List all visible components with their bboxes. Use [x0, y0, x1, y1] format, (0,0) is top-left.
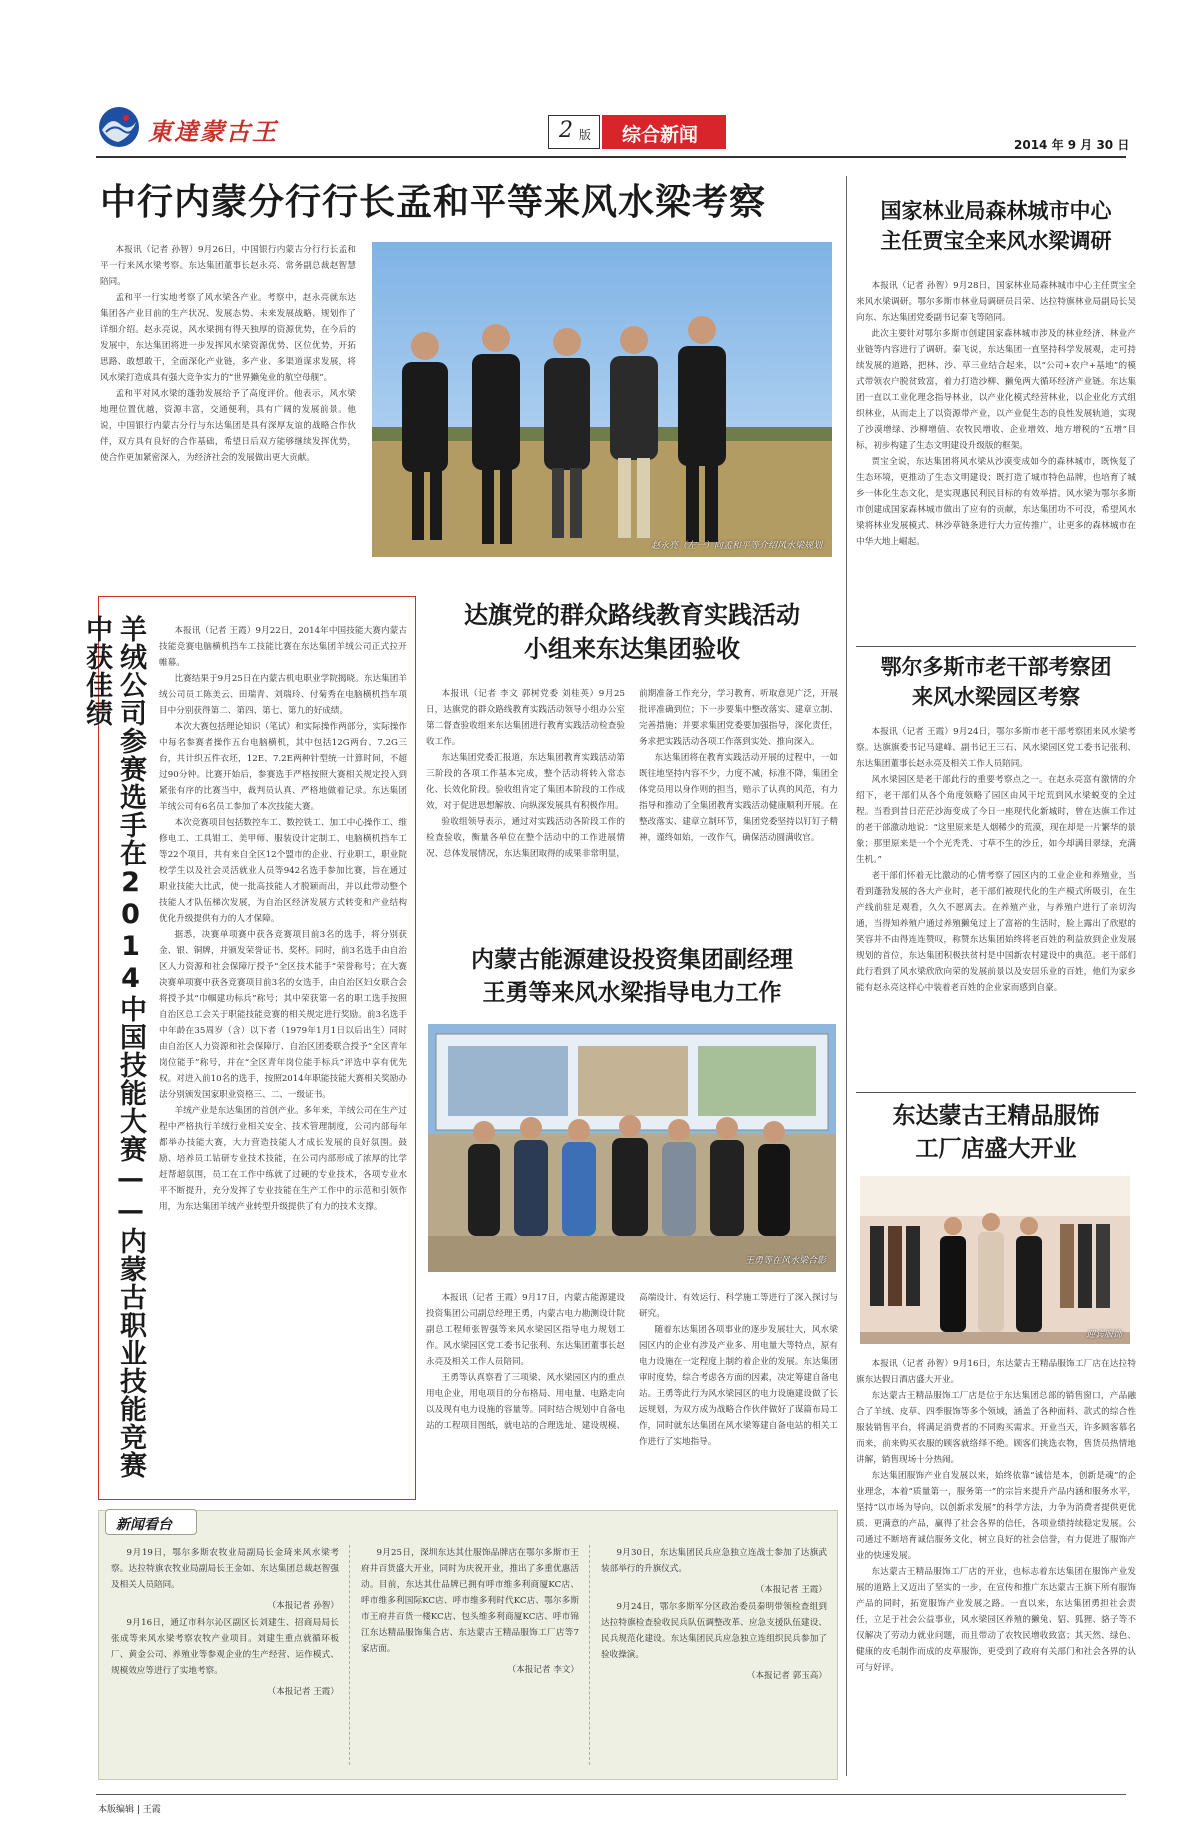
logo-emblem-icon	[96, 104, 142, 150]
a7-paragraph: 东达蒙古王精品服饰工厂店的开业，也标志着东达集团在服饰产业发展的道路上又迈出了坚实的一步，在宣传和推广东达蒙古王旗下所有服饰产品的同时，拓宽服饰产业发展之路。一直以来，东达集团勇担社会责任，立足于社会公益事业，风水梁园区养殖的獭兔、貂、狐狸、貉子等不仅解决了劳动力就业问题，而且带动了农牧民增收致富；其天然、绿色、健康的皮毛制作而成的皮草服饰，更受到了政府有关部门和社会各界的认可与好评。	[856, 1567, 1136, 1673]
a3-headline: 羊绒公司参赛选手在2014中国技能大赛——内蒙古职业技能竞赛中获佳绩	[81, 615, 146, 1479]
a3-paragraph: 本次竞赛项目包括数控车工、数控铣工、加工中心操作工、维修电工、工具钳工、美甲师、服装设计定制工、电脑横机挡车工等22个项目，共有来自全区12个盟市的企业、行业职工，职业院校学生以及社会灵活就业人员等942名选手参加比赛，旨在通过职业技能大比武，使一批高技能人才脱颖而出，并以此带动整个技能人才队伍梯次发展，为自治区经济发展方式转变和产业结构优化升级提供有力的人才保障。	[159, 818, 407, 924]
a2-body	[856, 278, 1136, 640]
a6-headline	[426, 944, 838, 1010]
a1-paragraph: 本报讯（记者 孙智）9月26日，中国银行内蒙古分行行长孟和平一行来风水梁考察。东达集团董事长赵永亮、常务副总裁赵智慧陪同。	[100, 245, 356, 287]
news-item	[111, 1615, 339, 1697]
a7-photo-caption: 迎宾服饰	[1085, 1330, 1122, 1340]
a6-body	[426, 1290, 838, 1498]
a1-photo-image	[372, 242, 832, 557]
footer-rule	[96, 1794, 1126, 1795]
a4-headline-line2: 小组来东达集团验收	[524, 635, 740, 663]
a4-paragraph: 东达集团将在教育实践活动开展的过程中，一如既往地坚持内容不少，力度不减，标准不降，集团全体党员用以身作则的担当，赔示了认真的风范，有力指导和推动了全集团教育实践活动健康顺利开展。在整改落实、建章立制环节，集团党委坚持以钉钉子精神，谨终如始，一改作气，确保活动圆满收官。	[639, 753, 838, 843]
a2-headline	[856, 196, 1136, 256]
a7-photo	[860, 1176, 1130, 1344]
a5-headline-line2: 来风水梁园区考察	[912, 685, 1080, 709]
logo	[96, 104, 286, 150]
column-divider	[846, 176, 847, 1776]
a1-photo	[372, 242, 832, 557]
page-number-box	[548, 115, 600, 149]
news-column	[111, 1545, 339, 1773]
news-column	[601, 1545, 827, 1773]
a6-paragraph: 王勇等认真察看了三项梁、风水梁园区内的重点用电企业，用电项目的分布格局、用电量、电路走向以及现有电力设施的容量等。同时结合规划中自备电站的工程项目图纸，就电站的合理选址、建设规模、高端设计、有效运行、科学施工等进行了深入探讨与研究。	[426, 1293, 838, 1431]
a5-paragraph: 风水梁园区是老干部此行的重要考察点之一。在赵永亮富有激情的介绍下，老干部们从各个角度领略了园区由风干坨荒到风水梁蜕变的全过程。当看到昔日茫茫沙海变成了今日一座现代化新城时，曾在达旗工作过的老干部激动地说：“这里原来是人烟稀少的荒漠，现在却是一片繁华的景象；那里原来是一个个光秃秃、寸草不生的沙丘，如今却满目翠绿，充满生机。”	[856, 775, 1136, 865]
a2-paragraph: 本报讯（记者 孙智）9月28日，国家林业局森林城市中心主任贾宝全来风水梁调研。鄂尔多斯市林业局调研员吕荣、达拉特旗林业局副局长吴向东、东达集团党委副书记秦飞等陪同。	[856, 281, 1136, 323]
a7-photo-image	[860, 1176, 1130, 1344]
news-item	[601, 1599, 827, 1681]
news-item	[601, 1545, 827, 1595]
a3-paragraph: 羊绒产业是东达集团的首创产业。多年来，羊绒公司在生产过程中严格执行羊绒行业相关安全、技术管理制度，公司内部每年都举办技能大赛，大力营造技能人才成长发展的良好氛围。鼓励、培养员工钻研专业技术技能，在公司内部形成了浓厚的比学赶帮超氛围，员工在工作中练就了过硬的专业技术，各项专业水平不断提升，充分发挥了专业技能在生产工作中的示范和引领作用，为东达集团羊绒产业转型升级提供了有力的技术支撑。	[159, 1106, 407, 1212]
a3-paragraph: 据悉，决赛单项赛中获各竞赛项目前3名的选手，将分别获金、银、铜牌，并颁发荣誉证书、奖杯。同时，前3名选手由自治区人力资源和社会保障厅授予“全区技术能手”荣誉称号；在大赛决赛单项赛中获各竞赛项目前3名的女选手，由自治区妇女联合会将授予其“巾帼建功标兵”称号；其中荣获第一名的职工选手按照自治区总工会关于职能技能竞赛的相关规定进行奖励。前3名选手中年龄在35周岁（含）以下者（1979年1月1日以后出生）同时由自治区人力资源和社会保障厅、自治区团委联合授予“全区青年岗位能手”称号，并在“全区青年岗位能手标兵”评选中享有优先权。对进入前10名的选手，按照2014年职能技能大赛相关奖励办法分别颁发国家职业资格三、二、一级证书。	[159, 930, 407, 1100]
a4-paragraph: 本报讯（记者 李文 郭树党委 刘桂英）9月25日，达旗党的群众路线教育实践活动领导小组办公室第二督查验收组来东达集团进行教育实践活动检查验收工作。	[426, 689, 625, 747]
a5-paragraph: 本报讯（记者 王霞）9月24日，鄂尔多斯市老干部考察团来风水梁考察。达旗旗委书记马建峰、副书记王三石、风水梁园区党工委书记张利、东达集团董事长赵永亮及相关工作人员陪同。	[856, 727, 1136, 769]
news-item-text: 9月30日，东达集团民兵应急独立连战士参加了达旗武装部举行的升旗仪式。	[601, 1548, 827, 1574]
a3-paragraph: 本报讯（记者 王霞）9月22日，2014年中国技能大赛内蒙古技能竞赛电脑横机挡车工技能比赛在东达集团羊绒公司正式拉开帷幕。	[159, 626, 407, 668]
news-column-divider	[589, 1545, 590, 1765]
news-item	[111, 1545, 339, 1611]
news-item-text: 9月19日，鄂尔多斯农牧业局副局长金琦来风水梁考察。达拉特旗农牧业局副局长王金如、东达集团总裁赵智强及相关人员陪同。	[111, 1548, 339, 1590]
news-box	[98, 1510, 838, 1780]
a4-paragraph: 验收组领导表示，通过对实践活动各阶段工作的检查验收，衡量各单位在整个活动中的工作进展情况、总体发展情况，东达集团取得的成果非常明显，前期准备工作充分，学习教育、听取意见广泛，开展批评准确到位；下一步要集中整改落实、建章立制、完善措施；并要求集团党委要加强指导，深化责任，务求把实践活动各项工作落到实处、推向深入。	[426, 689, 838, 859]
footer-editor: 本版编辑 | 王霞	[98, 1805, 161, 1815]
news-box-title: 新闻看台	[116, 1517, 172, 1533]
a5-body	[856, 724, 1136, 1088]
issue-date: 2014 年 9 月 30 日	[1014, 138, 1130, 152]
a2-headline-line1: 国家林业局森林城市中心	[880, 199, 1112, 223]
a6-headline-line1: 内蒙古能源建设投资集团副经理	[471, 947, 793, 973]
a7-headline-line1: 东达蒙古王精品服饰	[892, 1103, 1100, 1129]
a1-headline: 中行内蒙分行行长孟和平等来风水梁考察	[100, 182, 767, 223]
a7-headline-line2: 工厂店盛大开业	[915, 1136, 1077, 1162]
news-item-text: 9月25日，深圳东达其仕服饰品牌店在鄂尔多斯市王府井百货盛大开业，同时为庆祝开业，推出了多重优惠活动。目前，东达其仕品牌已拥有呼市维多利商厦KC店、呼市维多利国际KC店、呼市维多利时代KC店、鄂尔多斯市王府井百货一楼KC店、包头维多利商厦KC店、呼市锦江东达精品服饰集合店、东达蒙古王精品服饰工厂店等7家店面。	[361, 1548, 579, 1654]
a2-paragraph: 贾宝全说，东达集团将风水梁从沙漠变成如今的森林城市，既恢复了生态环境，更推动了生态文明建设；既打造了城市特色品牌，也培育了城乡一体化生态文化，是实现惠民利民目标的有效举措。风水梁为鄂尔多斯市创建成国家森林城市做出了应有的贡献，东达集团功不可没，希望风水梁将林业发展模式、林沙草链条进行大力宣传推广，让更多的森林城市在中华大地上崛起。	[856, 457, 1136, 547]
a6-photo	[428, 1024, 836, 1272]
a4-headline	[426, 598, 838, 666]
news-item-author: （本报记者 孙智）	[267, 1601, 339, 1611]
page-number: 2	[559, 118, 573, 143]
a6-photo-caption: 王勇等在风水梁合影	[744, 1256, 826, 1266]
masthead	[0, 0, 1200, 160]
a5-headline	[856, 652, 1136, 712]
a1-photo-caption: 赵永亮（左一）向孟和平等介绍风水梁规划	[650, 541, 822, 551]
masthead-rule	[96, 156, 1126, 158]
section-title-bar	[602, 115, 726, 149]
news-item	[361, 1545, 579, 1675]
a7-headline	[856, 1100, 1136, 1166]
a3-paragraph: 本次大赛包括理论知识（笔试）和实际操作两部分，实际操作中每名参赛者操作五台电脑横机，其中包括12G两台、7.2G三台，共计织五件衣坯，12E、7.2E两种针型统一计算时间，不超过90分钟。比赛开始后，参赛选手严格按照大赛相关规定投入到紧张有序的比赛当中，裁判员认真、严格地做着记录。东达集团羊绒公司有6名员工参加了本次技能大赛。	[159, 722, 407, 812]
a7-paragraph: 东达蒙古王精品服饰工厂店是位于东达集团总部的销售窗口，产品融合了羊绒、皮草、四季服饰等多个领域，涵盖了各种面料、款式的综合性服装销售平台，将满足消费者的不同购买需求。开业当天，许多顾客慕名而来，前来购买衣服的顾客就络绎不绝。顾客们挑选衣物，售货员热情地讲解，销售现场十分热闹。	[856, 1391, 1136, 1465]
news-item-author: （本报记者 李文）	[507, 1665, 579, 1675]
a2-paragraph: 此次主要针对鄂尔多斯市创建国家森林城市涉及的林业经济、林业产业链等内容进行了调研。秦飞说，东达集团一直坚持科学发展观，走可持续发展的道路，把林、沙、草三业结合起来，以“公司+农户+基地”的模式带领农户脱贫致富，着力打造沙柳、獭兔两大循环经济产业链。东达集团一直以工业化理念指导林业，以产业化模式经营林业，以企业化方式组织林业，从而走上了以资源带产业，以产业促生态的良性发展轨道，实现了沙漠增绿、沙柳增值、农牧民增收、企业增效、地方增税的“五增”目标，初步构建了生态文明建设升级版的框架。	[856, 329, 1136, 451]
a1-paragraph: 孟和平对风水梁的蓬勃发展给予了高度评价。他表示，风水梁地理位置优越，资源丰富，交通便利，具有广阔的发展前景。他说，中国银行内蒙古分行与东达集团是具有深厚友谊的战略合作伙伴，双方具有良好的合作基础，希望日后双方能够继续发挥优势，使合作更加紧密深入，为经济社会的发展做出更大贡献。	[100, 389, 356, 463]
news-column	[361, 1545, 579, 1773]
a6-headline-line2: 王勇等来风水梁指导电力工作	[482, 980, 782, 1006]
a7-paragraph: 本报讯（记者 孙智）9月16日，东达蒙古王精品服饰工厂店在达拉特旗东达假日酒店盛大开业。	[856, 1359, 1136, 1385]
news-box-title-tab	[105, 1509, 197, 1535]
a4-paragraph: 东达集团党委汇报道，东达集团教育实践活动第三阶段的各项工作基本完成，整个活动将转入常态化、长效化阶段。验收组肯定了集团本阶段的工作成效，对于促进思想解放、向纵深发展具有积极作用。	[426, 753, 625, 811]
page-label	[548, 115, 728, 149]
logo-text: 東達蒙古王	[148, 117, 278, 146]
a5-paragraph: 老干部们怀着无比激动的心情考察了园区内的工业企业和养殖业，当看到蓬勃发展的各大产业时，老干部们被现代化的生产模式所吸引，在生产线前驻足观看，久久不愿离去。在养殖产业，与养殖户进行了亲切沟通，当得知养殖户通过养殖獭兔过上了富裕的生活时，脸上露出了欣慰的笑容并不由得连连赞叹，称赞东达集团始终将老百姓的利益放到企业发展规划的首位，东达集团积极扶贫村是中国新农村建设中的典范。老干部们此行看到了风水梁欣欣向荣的发展前景以及安居乐业的百姓，他们为家乡能有赵永亮这样心中装着老百姓的企业家而感到自豪。	[856, 871, 1136, 993]
news-column-divider	[349, 1545, 350, 1765]
news-item-text: 9月24日，鄂尔多斯军分区政治委员秦明带领检查组到达拉特旗检查验收民兵队伍调整改革、应急支援队伍建设、民兵规范化建设。东达集团民兵应急独立连组织民兵参加了验收操演。	[601, 1602, 827, 1660]
news-item-text: 9月16日，通辽市科尔沁区副区长刘建生、招商局局长张成等来风水梁考察农牧产业项目。刘建生重点就循环板厂、黄金公司、养殖业等参观企业的生产经营、运作模式、规模效应等进行了实地考察。	[111, 1618, 339, 1676]
news-item-author: （本报记者 王霞）	[267, 1687, 339, 1697]
a4-body	[426, 686, 838, 934]
a4-headline-line1: 达旗党的群众路线教育实践活动	[464, 601, 800, 629]
section-title: 综合新闻	[622, 124, 699, 146]
news-item-author: （本报记者 王霞）	[755, 1585, 827, 1595]
a6-paragraph: 本报讯（记者 王霞）9月17日，内蒙古能源建设投资集团公司副总经理王勇，内蒙古电力勘测设计院副总工程师张智强等来风水梁园区指导电力规划工作。风水梁园区党工委书记张利、东达集团董事长赵永亮及相关工作人员陪同。	[426, 1293, 625, 1367]
section-rule	[856, 646, 1136, 647]
a6-photo-image	[428, 1024, 836, 1272]
a3-paragraph: 比赛结果于9月25日在内蒙古机电职业学院揭晓。东达集团羊绒公司员工陈美云、田瑞青、刘瑞玲、付菊秀在电脑横机挡车项目中分别获得第二、第四、第七、第九的好成绩。	[159, 674, 407, 716]
a3-box	[81, 596, 416, 1500]
a1-body	[100, 242, 356, 554]
news-item-author: （本报记者 郭玉高）	[746, 1671, 827, 1681]
a5-headline-line1: 鄂尔多斯市老干部考察团	[880, 655, 1112, 679]
a3-body	[159, 623, 407, 1491]
page-suffix: 版	[579, 128, 592, 142]
a2-headline-line2: 主任贾宝全来风水梁调研	[880, 229, 1112, 253]
a7-paragraph: 东达集团服饰产业自发展以来，始终依靠“诚信是本，创新是魂”的企业理念，本着“质量第一，服务第一”的宗旨来提升产品内涵和服务水平，坚持“以市场为导向，以创新求发展”的科学方法，力争为消费者提供更优质、更满意的产品，赢得了社会各界的信任，各项业绩持续稳定发展。公司通过不断培育诚信服务文化，树立良好的社会信誉，有力促进了服饰产业的快速发展。	[856, 1471, 1136, 1561]
section-rule	[856, 1092, 1136, 1093]
a7-body	[856, 1356, 1136, 1772]
a1-paragraph: 孟和平一行实地考察了风水梁各产业。考察中，赵永亮就东达集团各产业目前的生产状况、发展态势、未来发展战略、规划作了详细介绍。赵永亮说，风水梁拥有得天独厚的资源优势，在今后的发展中，东达集团将进一步发挥风水梁资源优势、区位优势，开拓思路、敢想敢干，全面深化产业链，多产业、多渠道谋求发展，将风水梁打造成具有强大竞争实力的“世界獭兔业的航空母舰”。	[100, 293, 356, 383]
a6-paragraph: 随着东达集团各项事业的逐步发展壮大，风水梁园区内的企业有涉及产业多、用电量大等特点，原有电力设施在一定程度上制约着企业的发展。东达集团审时度势，综合考虑各方面的因素，决定筹建自备电站。王勇等此行为风水梁园区的电力设施建设做了长远规划，为双方成为战略合作伙伴做好了谋篇布局工作，同时就东达集团在风水梁筹建自备电站的相关工作进行了实地指导。	[639, 1325, 838, 1447]
